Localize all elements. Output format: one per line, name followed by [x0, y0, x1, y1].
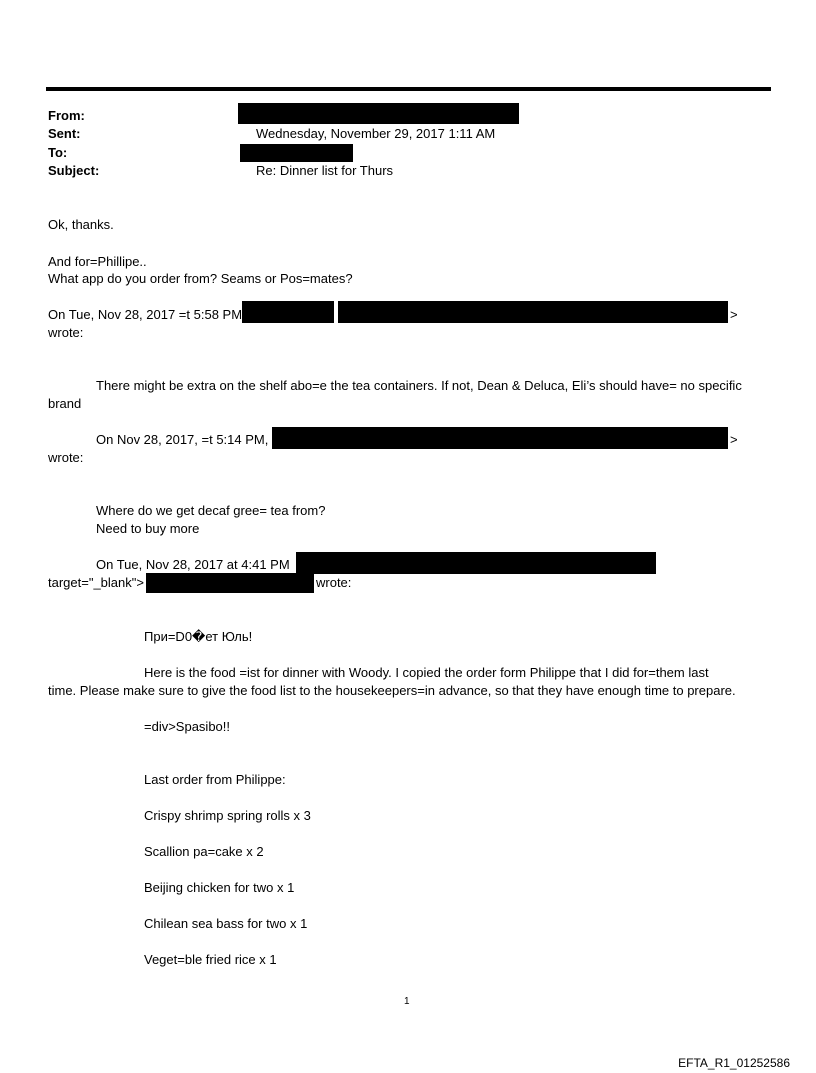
body-line: What app do you order from? Seams or Pos=mates? — [48, 271, 353, 286]
redaction-from — [238, 103, 519, 124]
redaction — [146, 573, 314, 593]
redaction-to — [240, 144, 353, 162]
last-order-heading: Last order from Philippe: — [144, 772, 286, 787]
body-line: Need to buy more — [96, 521, 200, 536]
quote-gt: > — [730, 307, 738, 322]
subject-value: Re: Dinner list for Thurs — [256, 163, 394, 178]
body-line: brand — [48, 396, 82, 411]
quote-wrote: wrote: — [316, 575, 352, 590]
redaction — [272, 427, 728, 449]
redaction — [296, 552, 656, 574]
quote-intro: On Nov 28, 2017, =t 5:14 PM, — [96, 432, 269, 447]
sent-value: Wednesday, November 29, 2017 1:11 AM — [256, 126, 496, 141]
quote-wrote: wrote: — [48, 325, 84, 340]
quote-target: target="_blank"> — [48, 575, 144, 590]
to-label: To: — [48, 145, 68, 160]
redaction — [338, 301, 728, 323]
from-label: From: — [48, 108, 85, 123]
list-item: Veget=ble fried rice x 1 — [144, 952, 277, 967]
quote-intro: On Tue, Nov 28, 2017 =t 5:58 PM — [48, 307, 243, 322]
quote-wrote: wrote: — [48, 450, 84, 465]
body-line: There might be extra on the shelf abo=e the tea containers. If not, Dean & Deluca, Eli’s should have= no specific — [96, 378, 742, 393]
spasibo-line: =div>Spasibo!! — [144, 719, 231, 734]
body-line: Here is the food =ist for dinner with Woody. I copied the order form Philippe that I did for=them last — [144, 665, 709, 680]
body-line: And for=Phillipe.. — [48, 254, 147, 269]
page-number: 1 — [404, 996, 410, 1007]
body-line: time. Please make sure to give the food list to the housekeepers=in advance, so that they have enough time to prepare. — [48, 683, 736, 698]
list-item: Crispy shrimp spring rolls x 3 — [144, 808, 311, 823]
quote-intro: On Tue, Nov 28, 2017 at 4:41 PM — [96, 557, 290, 572]
sent-label: Sent: — [48, 126, 81, 141]
quote-gt: > — [730, 432, 738, 447]
header-rule — [46, 87, 771, 91]
list-item: Beijing chicken for two x 1 — [144, 880, 295, 895]
subject-label: Subject: — [48, 163, 100, 178]
greeting: При=D0�ет Юль! — [144, 629, 253, 644]
redaction — [242, 301, 334, 323]
document-id: EFTA_R1_01252586 — [678, 1056, 790, 1070]
body-line: Where do we get decaf gree= tea from? — [96, 503, 326, 518]
list-item: Chilean sea bass for two x 1 — [144, 916, 308, 931]
list-item: Scallion pa=cake x 2 — [144, 844, 264, 859]
body-line: Ok, thanks. — [48, 217, 114, 232]
